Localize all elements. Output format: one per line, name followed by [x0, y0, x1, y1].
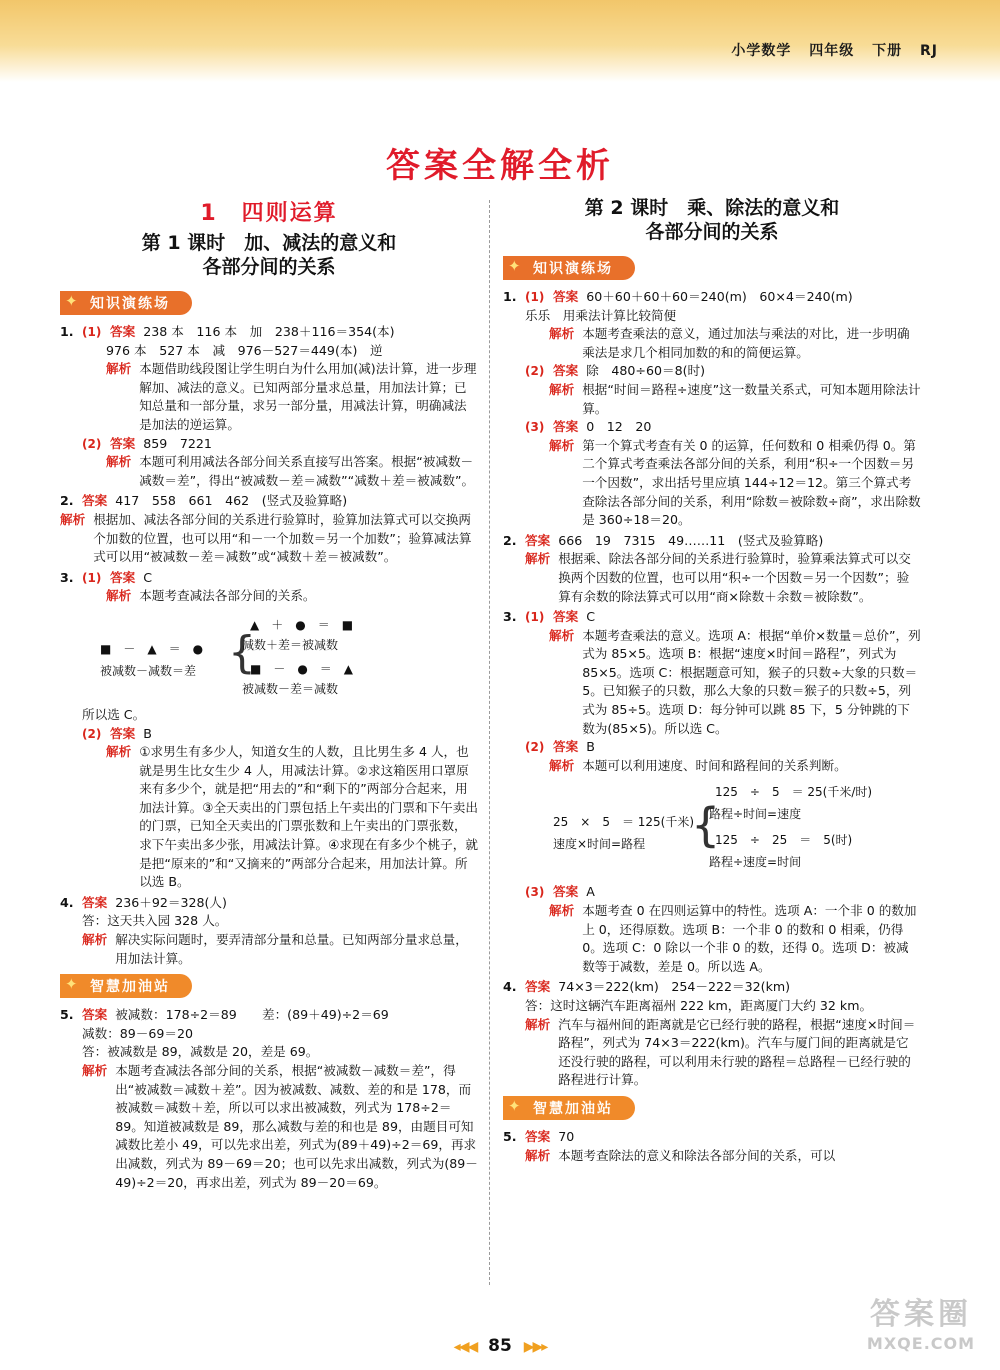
section-tag-practice: [60, 291, 192, 315]
brace-icon: {: [691, 798, 721, 853]
explanation-text: 根据加、减法各部分间的关系进行验算时，验算加法算式可以交换两个加数的位置，也可以用“和－一个加数＝另一个加数”；验算减法算式可以用“被减数－差＝减数”或“减数＋差＝被减数”。: [93, 511, 472, 565]
brace-icon: {: [228, 626, 256, 678]
book-info: [719, 40, 938, 60]
watermark-url: MXQE.COM: [866, 1334, 976, 1353]
explanation-label: 解析: [106, 361, 132, 377]
sub-number: (1): [82, 570, 102, 585]
diagram-main-words: 被减数－减数＝差: [100, 663, 197, 678]
sub-number: (3): [525, 420, 545, 435]
question-number: 3.: [503, 609, 517, 625]
answer-text: C: [586, 609, 595, 625]
diagram-main-words: 速度×时间=路程: [553, 837, 646, 852]
answer-label: 答案: [553, 363, 579, 379]
explanation-label: 解析: [549, 627, 575, 643]
running-figure-icon: ✦: [508, 257, 523, 275]
question-3: [503, 608, 921, 976]
answer-label: 答案: [110, 569, 136, 585]
answer-label: 答案: [553, 419, 579, 435]
watermark-title: 答案圈: [870, 1297, 972, 1332]
explanation-label: 解析: [82, 932, 108, 948]
section-tag-challenge: [503, 1096, 635, 1120]
lesson-title-line1: 第 2 课时 乘、除法的意义和: [584, 197, 840, 219]
diagram-equation-b: ■ － ● ＝ ▲: [250, 661, 354, 676]
sub-number: (2): [82, 726, 102, 741]
section-tag-practice: [503, 256, 635, 280]
answer-label: 答案: [553, 289, 579, 304]
answer-label: 答案: [110, 324, 136, 339]
explanation-text: 本题考查除法的意义和除法各部分间的关系，可以: [558, 1147, 836, 1163]
answer-label: 答案: [110, 435, 136, 451]
conclusion-text: 所以选 C。: [82, 706, 146, 722]
explanation-text: 本题可以利用速度、时间和路程间的关系判断。: [582, 757, 847, 773]
question-number: 1.: [503, 289, 517, 304]
answer-label: 答案: [553, 609, 579, 625]
subject: 小学数学: [731, 43, 792, 59]
explanation-label: 解析: [82, 1063, 108, 1078]
answer-text: 74×3＝222(km) 254－222＝32(km): [558, 979, 791, 995]
sub-number: (1): [82, 325, 102, 339]
section-label: 智慧加油站: [533, 1100, 613, 1117]
left-column: [60, 196, 478, 1194]
answer-text: 被减数：178÷2＝89 差：(89＋49)÷2＝69: [115, 1007, 389, 1023]
answer-label: 答案: [553, 884, 579, 900]
diagram-equation-a: ▲ ＋ ● ＝ ■: [250, 617, 354, 632]
diagram-words-a: 减数＋差＝被减数: [242, 637, 339, 652]
question-2: [503, 532, 921, 606]
grade: 四年级: [809, 43, 855, 59]
question-number: 4.: [503, 979, 517, 995]
answer-text: 417 558 661 462 (竖式及验算略): [115, 493, 348, 509]
question-number: 1.: [60, 324, 74, 339]
answer-text: B: [586, 739, 595, 755]
section-label: 知识演练场: [90, 296, 170, 312]
section-label: 知识演练场: [533, 261, 613, 277]
next-arrows-icon: ▶▶▸: [523, 1339, 547, 1355]
diagram-words-b: 路程÷速度=时间: [709, 855, 802, 870]
question-5: [503, 1128, 921, 1165]
lesson-title-line2: 各部分间的关系: [202, 256, 336, 278]
page-footer: [0, 1336, 1000, 1356]
lesson-title-line1: 第 1 课时 加、减法的意义和: [141, 232, 397, 254]
explanation-label: 解析: [106, 744, 132, 760]
question-number: 3.: [60, 569, 74, 585]
answer-text: 666 19 7315 49……11 (竖式及验算略): [558, 532, 824, 548]
volume: 下册: [872, 43, 903, 59]
answer-text: B: [143, 725, 152, 741]
question-4: [503, 978, 921, 1090]
sub-number: (1): [525, 610, 545, 625]
edition: RJ: [920, 43, 938, 59]
running-figure-icon: ✦: [65, 975, 80, 994]
section-tag-challenge: [60, 974, 192, 998]
answer-label: 答案: [525, 1128, 551, 1144]
question-number: 2.: [60, 493, 74, 509]
explanation-text: 本题考查减法各部分间的关系，根据“被减数－减数＝差”，得出“被减数＝减数＋差”。因为被减数、减数、差的和是 178，而被减数＝减数＋差，所以可以求出被减数，列式为 178÷2＝89。知道被减数是 89，那么减数与差的和也是 89，由题目可知减数比差小 49，可以先求出差，列式为(89＋49)÷2＝69，再求出减数，列式为 89－69＝20；也可以先求出减数，列式为(89－49)÷2＝20，再求出差，列式为 89－20＝69。: [115, 1063, 478, 1190]
answer-label: 答案: [82, 894, 108, 910]
answer-text: A: [586, 884, 595, 900]
answer-label: 答案: [553, 739, 579, 755]
explanation-text: 本题考查 0 在四则运算中的特性。选项 A：一个非 0 的数加上 0，还得原数。选项 B：一个非 0 的数和 0 相乘，仍得 0。选项 C：0 除以一个非 0 的数，还得 0。选项 D：被减数等于减数，差是 0。所以选 A。: [582, 903, 917, 974]
explanation-label: 解析: [525, 1016, 551, 1032]
sub-number: (2): [82, 436, 102, 451]
answer-label: 答案: [525, 979, 551, 995]
diagram-equation-b: 125 ÷ 25 ＝ 5(时): [715, 833, 853, 848]
explanation-label: 解析: [60, 511, 86, 527]
subtraction-relation-diagram: [100, 610, 478, 702]
site-watermark: [854, 1296, 988, 1360]
explanation-text: 第一个算式考查有关 0 的运算，任何数和 0 相乘仍得 0。第二个算式考查乘法各部分间的关系，利用“积÷一个因数＝另一个因数”，求出括号里应填 144÷12＝12。第三个算式考查除法各部分间的关系，利用“除数＝被除数÷商”，求出除数是 360÷18＝20。: [582, 437, 921, 528]
answer-text: 60＋60＋60＋60＝240(m) 60×4＝240(m): [586, 289, 853, 304]
sub-number: (2): [525, 364, 545, 379]
sub-number: (2): [525, 740, 545, 755]
explanation-text: 本题考查减法各部分间的关系。: [139, 588, 316, 604]
explanation-label: 解析: [525, 1147, 551, 1163]
question-number: 4.: [60, 894, 74, 910]
answer-label: 答案: [82, 1007, 108, 1023]
question-number: 5.: [60, 1007, 74, 1023]
explanation-label: 解析: [106, 454, 132, 470]
question-5: [60, 1006, 478, 1192]
diagram-words-b: 被减数－差＝减数: [242, 681, 339, 696]
explanation-label: 解析: [549, 903, 575, 919]
explanation-label: 解析: [549, 326, 575, 342]
lesson-title: [503, 196, 921, 244]
diagram-main-equation: ■ － ▲ ＝ ●: [100, 641, 204, 656]
diagram-words-a: 路程÷时间=速度: [709, 807, 802, 822]
lesson-title-line2: 各部分间的关系: [645, 221, 779, 243]
explanation-text: 本题可利用减法各部分间关系直接写出答案。根据“被减数－减数＝差”，得出“被减数－差＝减数”“减数＋差＝被减数”。: [139, 454, 475, 488]
explanation-text: 解决实际问题时，要弄清部分量和总量。已知两部分量求总量，用加法计算。: [115, 932, 468, 966]
question-3: [60, 569, 478, 892]
answer-text: 减数：89－69＝20: [82, 1025, 194, 1041]
explanation-label: 解析: [549, 757, 575, 773]
explanation-label: 解析: [525, 551, 551, 567]
diagram-equation-a: 125 ÷ 5 ＝ 25(千米/时): [715, 785, 873, 800]
question-2: [60, 492, 478, 566]
question-1: [503, 288, 921, 530]
question-number: 5.: [503, 1128, 517, 1144]
explanation-text: 汽车与福州间的距离就是它已经行驶的路程，根据“速度×时间＝路程”，列式为 74×3＝222(km)。汽车与厦门间的距离就是它还没行驶的路程，可以利用未行驶的路程＝总路程－已经行驶的路程进行计算。: [558, 1016, 916, 1088]
answer-label: 答案: [82, 493, 108, 509]
speed-time-distance-diagram: [543, 779, 921, 877]
answer-statement: 答：这时这辆汽车距离福州 222 km，距离厦门大约 32 km。: [525, 998, 873, 1013]
running-figure-icon: ✦: [65, 292, 80, 310]
answer-text: 乐乐 用乘法计算比较简便: [525, 307, 677, 323]
answer-label: 答案: [110, 725, 136, 741]
answer-text: C: [143, 569, 152, 585]
question-1: [60, 323, 478, 490]
answer-text: 0 12 20: [586, 419, 652, 435]
right-column: [503, 196, 921, 1167]
explanation-text: 本题考查乘法的意义，通过加法与乘法的对比，进一步明确乘法是求几个相同加数的和的简便运算。: [582, 326, 910, 360]
answer-text: 976 本 527 本 减 976－527＝449(本) 逆: [106, 342, 383, 358]
answer-statement: 答：这天共入园 328 人。: [82, 913, 228, 929]
question-4: [60, 894, 478, 968]
unit-title: 1 四则运算: [200, 201, 338, 226]
answer-text: 除 480÷60＝8(时): [586, 363, 706, 379]
lesson-title: [60, 231, 478, 279]
page-number: 85: [488, 1336, 512, 1356]
question-number: 2.: [503, 532, 517, 548]
explanation-text: 根据“时间＝路程÷速度”这一数量关系式，可知本题用除法计算。: [582, 381, 921, 416]
explanation-text: ①求男生有多少人，知道女生的人数，且比男生多 4 人，也就是男生比女生少 4 人，用减法计算。②求这箱医用口罩原来有多少个，就是把“用去的”和“剩下的”两部分合起来，用加法计算。③全天卖出的门票包括上午卖出的门票和下午卖出的门票，已知全天卖出的门票张数和上午卖出的门票张数，求下午卖出多少张，用减法计算。④求现在有多少个桃子，就是把“原来的”和“又摘来的”两部分合起来，用加法计算。所以选 B。: [139, 744, 478, 890]
explanation-text: 本题考查乘法的意义。选项 A：根据“单价×数量＝总价”，列式为 85×5。选项 B：根据“速度×时间＝路程”，列式为 85×5。选项 C：根据题意可知，猴子的只数÷大象的只数＝5。已知猴子的只数，那么大象的只数＝猴子的只数÷5，列式为 85÷5。选项 D：每分钟可以跳 85 下，5 分钟跳的下数为(85×5)。所以选 C。: [582, 627, 921, 736]
page-title: 答案全解全析: [386, 146, 614, 186]
explanation-text: 本题借助线段图让学生明白为什么用加(减)法计算，进一步理解加、减法的意义。已知两部分量求总量，用加法计算；已知总量和一部分量，求另一部分量，用减法计算，明确减法是加法的逆运算。: [139, 361, 477, 432]
column-divider: [489, 200, 490, 1285]
answer-text: 859 7221: [143, 435, 212, 451]
sub-number: (1): [525, 290, 545, 304]
explanation-label: 解析: [106, 588, 132, 604]
explanation-label: 解析: [549, 381, 575, 397]
answer-text: 236＋92＝328(人): [115, 894, 227, 910]
explanation-label: 解析: [549, 437, 575, 453]
sub-number: (3): [525, 885, 545, 900]
answer-label: 答案: [525, 532, 551, 548]
explanation-text: 根据乘、除法各部分间的关系进行验算时，验算乘法算式可以交换两个因数的位置，也可以用“积÷一个因数＝另一个因数”；验算有余数的除法算式可以用“商×除数＋余数＝被除数”。: [558, 551, 911, 604]
running-figure-icon: ✦: [508, 1096, 523, 1115]
answer-text: 70: [558, 1128, 575, 1144]
answer-statement: 答：被减数是 89，减数是 20，差是 69。: [82, 1044, 319, 1060]
answer-text: 238 本 116 本 加 238＋116＝354(本): [143, 324, 395, 339]
previous-arrows-icon: ◂◀◀: [453, 1339, 477, 1355]
section-label: 智慧加油站: [90, 979, 170, 996]
diagram-main-equation: 25 × 5 ＝ 125(千米): [553, 815, 695, 830]
